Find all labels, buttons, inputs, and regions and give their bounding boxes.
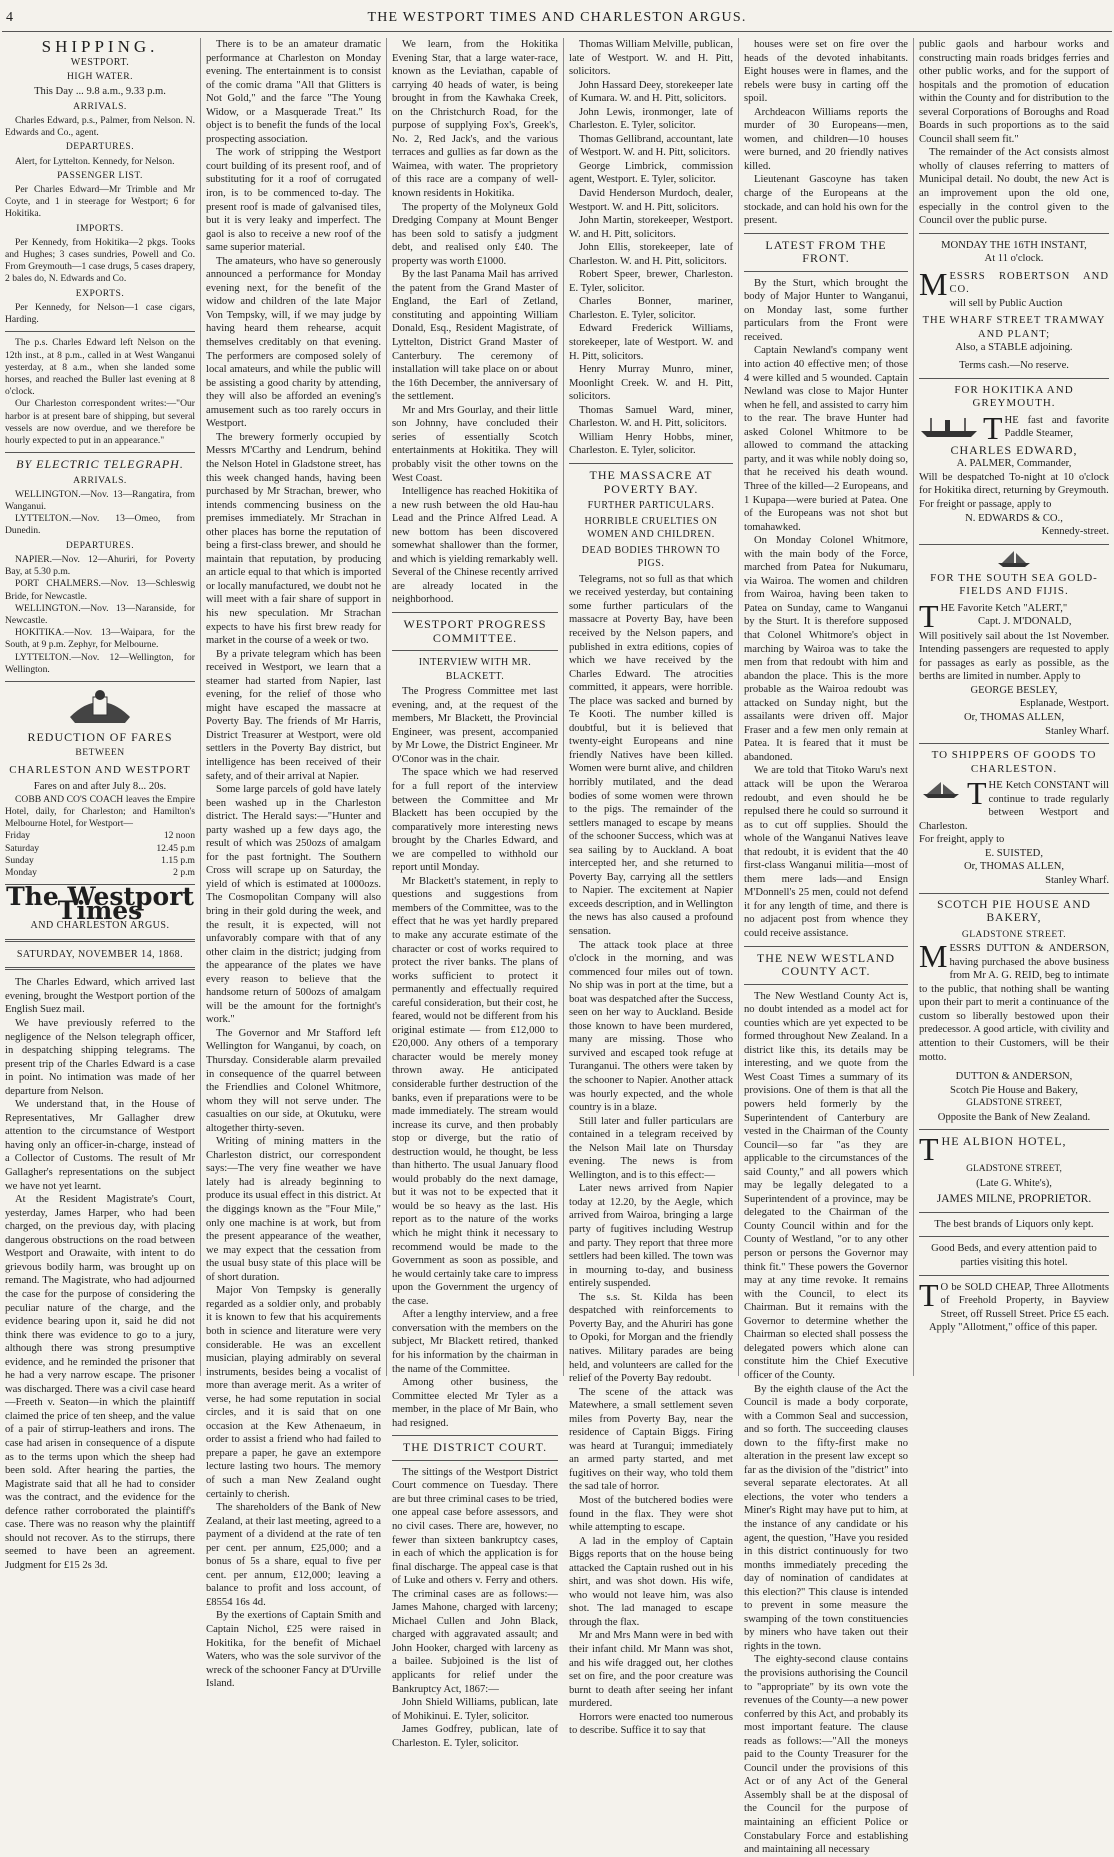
horrible-subheading: HORRIBLE CRUELTIES ON WOMEN AND CHILDREN. xyxy=(584,515,718,541)
south-sea-heading: FOR THE SOUTH SEA GOLD-FIELDS AND FIJIS. xyxy=(930,571,1098,598)
report-paragraph: After a lengthy interview, and a free conversation with the members on the subject, Mr Blackett retired, thanked for his information by the chairman in the name of the Committee. xyxy=(392,1309,558,1375)
timetable-row xyxy=(5,855,195,867)
news-paragraph: There is to be an amateur dramatic performance at Charleston on Monday evening. The entertainment is to consist of the comic drama "All that Glitters is Not Gold," and the farce "The Young Widow, or a Masquerade Treat." Its object is to benefit the funds of the local prospecting association. xyxy=(206,39,381,145)
timetable-day: Monday xyxy=(5,866,37,878)
divider xyxy=(5,967,195,970)
divider xyxy=(392,612,558,613)
front-heading: LATEST FROM THE FRONT. xyxy=(765,237,887,266)
auction-line: will sell by Public Auction xyxy=(949,297,1063,309)
progress-heading: WESTPORT PROGRESS COMMITTEE. xyxy=(403,616,547,645)
news-paragraph: Major Von Tempsky is generally regarded as a soldier only, and probably it is known to few that his acquirements both in science and literature were very considerable. He was an excellent musician, playing admirably on several instruments, besides being a vocalist of more than average merit. As a writer of verse, he had some reputation in social circles, and it is said that on one occasion at the Kew Athenaeum, in order to assist a friend who had failed to prepare a paper, he gave an extempore lecture lasting two hours. The memory of such a man New Zealand ought certainly to cherish. xyxy=(206,1285,381,1500)
report-paragraph: Among other business, the Committee elected Mr Tyler as a member, in the place of Mr Bain, who had resigned. xyxy=(392,1377,558,1429)
port-heading: WESTPORT. xyxy=(70,56,130,68)
county-paragraph: The remainder of the Act consists almost wholly of clauses referring to matters of Municipal detail. No doubt, the new Act is an improvement upon the old one, especially in the control given to the Council over the public purse. xyxy=(919,147,1109,227)
south-or: Or, THOMAS ALLEN, xyxy=(963,711,1065,723)
editorial-paragraph: We understand that, in the House of Representatives, Mr Gallagher drew attention to the circumstance of Westport having only an officer-in-charge, instead of a Collector of Customs. The result of Mr Gallagher's representations on the subject we have not yet learnt. xyxy=(5,1099,195,1192)
front-paragraph: We are told that Titoko Waru's next attack will be upon the Weraroa redoubt, and even should he be repulsed there he could so surround it as to cut off supplies. Should the whole of the Wanganui Natives leave that redoubt, it is evident that the 40 first-class Wanganui militia—most of them mere lads—and Ensign M'Donnell's 25 men, could not defend it for any length of time, and there is no adjacent post from whence they could receive assistance. xyxy=(744,765,908,939)
news-paragraph: The amateurs, who have so generously announced a performance for Monday evening next, for the benefit of the widow and children of the late Major Von Tempsky, will, if we may judge by having heard them rehearse, acquit themselves creditably on that evening. The performers are composed solely of local amateurs, and while the public will be assisting a good charity by attending, they will also be afforded an evening's amusement such as too rarely occurs in Westport. xyxy=(206,255,381,430)
county-heading: THE NEW WESTLAND COUNTY ACT. xyxy=(756,950,896,979)
county-paragraph: By the eighth clause of the Act the Council is made a body corporate, with a Common Seal and succession, and so forth. The succeeding clauses down to the fifty-first make no alteration in the present law except so far as the division of the "district" into several separate electorates. At all elections, the voter who tenders a Miner's Right may have put to him, at the instance of any candidate or his agent, the question, "Have you resided in this district continuously for two months immediately preceding the day of nomination of candidates at this election?" This clause is intended to prevent in some measure the swamping of the town constituencies by miners who have taken out their rights in the town. xyxy=(744,1383,908,1652)
bankrupt-entry: John Hassard Deey, storekeeper late of Kumara. W. and H. Pitt, solicitors. xyxy=(569,79,733,105)
column-6 xyxy=(914,38,1114,1376)
divider xyxy=(919,743,1109,744)
departures-text: Alert, for Lyttelton. Kennedy, for Nelson. xyxy=(15,155,175,167)
news-paragraph: By the last Panama Mail has arrived the patent from the Grand Master of England, the Earl of Zetland, constituting and appointing William Donald, Esq., Resident Magistrate, of Lyttelton, District Grand Master of Canterbury. The ceremony of installation will take place on or about the 16th December, the anniversary of the settlement. xyxy=(392,269,558,403)
albion-heading: HE ALBION HOTEL, xyxy=(941,1134,1067,1149)
telegraph-heading: BY ELECTRIC TELEGRAPH. xyxy=(16,457,184,472)
bankrupt-entry: Henry Murray Munro, miner, Moonlight Creek. W. and H. Pitt, solicitors. xyxy=(569,364,733,403)
massacre-paragraph: Most of the butchered bodies were found in the flax. They were shot while attempting to escape. xyxy=(569,1494,733,1534)
hokitika-agent: N. EDWARDS & CO., xyxy=(965,512,1063,524)
shipping-news: Our Charleston correspondent writes:—"Our harbor is at present bare of shipping, but several vessels are now overdue, and we therefore be hourly expected to put in an appearance." xyxy=(5,398,195,446)
divider xyxy=(392,1435,558,1436)
divider xyxy=(392,650,558,651)
exports-label: EXPORTS. xyxy=(75,287,125,299)
divider xyxy=(919,378,1109,379)
south-address: Esplanade, Westport. xyxy=(1019,698,1109,710)
news-paragraph: The property of the Molyneux Gold Dredging Company at Mount Benger has been sold to satisfy a judgment debt, and realised only £40. The property was worth £1000. xyxy=(392,201,558,267)
ketch-icon xyxy=(994,550,1034,568)
bankrupt-entry: John Martin, storekeeper, Westport. W. and H. Pitt, solicitors. xyxy=(569,215,733,240)
sale-apply: Apply "Allotment," office of this paper. xyxy=(929,1322,1098,1334)
divider xyxy=(5,939,195,942)
running-header xyxy=(0,0,1114,36)
tel-departure: PORT CHALMERS.—Nov. 13—Schleswig Bride, for Newcastle. xyxy=(5,578,195,602)
massacre-paragraph: houses were set on fire over the heads of the devoted inhabitants. Eight houses were in flames, and the rebels were busy in carting off the spoil. xyxy=(744,39,908,105)
south-intro: HE Favorite Ketch "ALERT," xyxy=(940,602,1068,614)
timetable-day: Friday xyxy=(5,830,31,842)
charleston-heading: TO SHIPPERS OF GOODS TO CHARLESTON. xyxy=(931,749,1097,775)
tel-arrival: LYTTELTON.—Nov. 13—Omeo, from Dunedin. xyxy=(5,513,195,537)
divider xyxy=(919,1275,1109,1276)
bankrupt-entry: John Lewis, ironmonger, late of Charleston. E. Tyler, solicitor. xyxy=(569,106,733,132)
tel-arrivals-label: ARRIVALS. xyxy=(73,474,127,486)
divider xyxy=(919,544,1109,545)
coat-of-arms-icon xyxy=(65,687,135,727)
paper-nameplate: The Westport Times xyxy=(6,882,194,925)
report-paragraph: The space which we had reserved for a full report of the interview between the Committee and Mr Blackett has been occupied by the comparatively more interesting news brought by the Charles Edward, and we are compelled to withhold our report until Monday. xyxy=(392,767,558,874)
hokitika-master: A. PALMER, Commander, xyxy=(956,458,1072,470)
pie-body: ESSRS DUTTON & ANDERSON, having purchased the above business from Mr A. G. REID, beg to intimate to the public, that nothing shall be wanting upon their part to merit a continuance of the custom so liberally bestowed upon their predecessor. A good article, with civility and attention to their Customers, will be their motto. xyxy=(919,943,1109,1063)
pie-street: GLADSTONE STREET. xyxy=(961,929,1067,940)
dropcap-t: T xyxy=(967,775,987,812)
bankrupt-entry: William Henry Hobbs, miner, Charleston. E. Tyler, solicitor. xyxy=(569,431,733,457)
south-address: Stanley Wharf. xyxy=(1045,725,1109,737)
news-paragraph: We learn, from the Hokitika Evening Star, that a large water-race, known as the Leviathan, capable of carrying 40 heads of water, is being brought in from the Kawhaka Creek, on the Christchurch Road, for the purpose of supplying Fox's, Greek's, No. 2, Red Jack's, and the various terraces and gullies as far down as the Waimea, with water. The proprietory of this race are a company of well-known residents in Hokitika. xyxy=(392,39,558,200)
imports-label: IMPORTS. xyxy=(76,222,124,234)
divider xyxy=(919,1212,1109,1213)
timetable-time: 2 p.m xyxy=(173,866,195,878)
dropcap-t: T xyxy=(919,1131,940,1168)
bankrupt-entry: Thomas William Melville, publican, late of Westport. W. and H. Pitt, solicitors. xyxy=(569,39,733,78)
divider xyxy=(919,893,1109,894)
news-paragraph: The shareholders of the Bank of New Zealand, at their last meeting, agreed to a payment of a dividend at the rate of ten per cent. per annum, £25,000; and a bonus of 5s a share, equal to five per cent. per annum, £12,000; leaving a balance to profit and loss account, of £8554 16s 4d. xyxy=(206,1502,382,1608)
fares-between: BETWEEN xyxy=(75,747,125,759)
tel-arrival: WELLINGTON.—Nov. 13—Rangatira, from Wanganui. xyxy=(5,488,195,513)
divider xyxy=(744,271,908,272)
divider xyxy=(919,233,1109,234)
column-1 xyxy=(0,37,200,1571)
massacre-paragraph: Still later and fuller particulars are contained in a telegram received by the Nelson Mail late on Thursday evening. The news is from Wellington, and is to this effect:— xyxy=(569,1115,733,1181)
massacre-paragraph: Archdeacon Williams reports the murder of 30 Europeans—men, women, and children—10 houses were burned, and 20 friendly natives killed. xyxy=(744,106,908,172)
albion-street: GLADSTONE STREET, xyxy=(966,1164,1062,1175)
front-paragraph: On Monday Colonel Whitmore, with the main body of the Force, marched from Patea for Nukumaru, via Wairoa. The women and children from Wairoa, having been taken to Patea on Sunday, came to Wanganui by the Sturt. It is therefore supposed that Colonel Whitmore's object in marching by Wairoa was to take the men from that redoubt with him and abandon the place. This is the more probable as the Wairoa redoubt was attacked on Sunday night, but the assailants were driven off. Major Fraser and a few men only remain at Patea. It is feared that it must be abandoned. xyxy=(744,535,908,763)
divider xyxy=(5,452,195,453)
timetable-day: Sunday xyxy=(5,854,34,866)
dropcap-t: T xyxy=(919,597,939,634)
divider xyxy=(569,463,733,464)
county-paragraph: The New Westland County Act is, no doubt intended as a model act for counties which are yet expected to be formed throughout New Zealand. In a district like this, its details may be interesting, and we quote from the West Coast Times a summary of its provisions. One of them is that all the powers held formerly by the Superintendent of Canterbury are vested in the Chairman of the County Council—so far "as they are applicable to the circumstances of the said County," and all powers which may be legally delegated to a Superintendent of a province, may be delegated to the Chairman of the County Council within and for the County of Westland, "or to any other person or persons the Governor may think fit." These powers the Governor may at any time revoke. It remains with the Council, to elect its Chairman. But it remains with the Governor to determine whether the Chairman so elected shall possess the delegated powers which alone can constitute him the Chief Executive officer of the County. xyxy=(744,990,908,1381)
hokitika-intro: HE fast and favorite Paddle Steamer, xyxy=(1004,414,1109,440)
divider xyxy=(5,681,195,682)
front-paragraph: By the Sturt, which brought the body of Major Hunter to Wanganui, on Monday last, some further particulars from the Front were received. xyxy=(744,277,908,343)
auction-firm: ESSRS ROBERTSON AND CO. xyxy=(949,270,1109,296)
page-number: 4 xyxy=(6,10,13,25)
south-body: Will positively sail about the 1st November. Intending passengers are requested to apply for passages as early as possible, as the berths are limited in number. Apply to xyxy=(919,630,1109,683)
bankrupt-entry: Charles Bonner, mariner, Charleston. E. Tyler, solicitor. xyxy=(569,296,733,321)
divider xyxy=(5,331,195,332)
tel-departure: WELLINGTON.—Nov. 13—Naranside, for Newcastle. xyxy=(5,602,195,626)
bankrupt-entry: Thomas Samuel Ward, miner, Charleston. W. and H. Pitt, solicitors. xyxy=(569,404,733,430)
news-paragraph: Intelligence has reached Hokitika of a new rush between the old Hau-hau Lead and the Prince Alfred Lead. A new bottom has been discovered somewhat shallower than the former, and which is yielding remarkably well. Several of the Chinese recently arrived are already located in the neighborhood. xyxy=(392,486,558,606)
charleston-freight: For freight, apply to xyxy=(919,834,1005,846)
fares-price: Fares on and after July 8... 20s. xyxy=(33,781,167,793)
exports-text: Per Kennedy, for Nelson—1 case cigars, Harding. xyxy=(5,301,195,326)
pie-signature: Scotch Pie House and Bakery, xyxy=(950,1084,1078,1096)
fares-body: COBB AND CO'S COACH leaves the Empire Hotel, daily, for Charleston; and Hamilton's Melbourne Hotel, for Westport— xyxy=(5,793,195,830)
timetable-day: Saturday xyxy=(5,842,40,854)
south-captain: Capt. J. M'DONALD, xyxy=(978,616,1072,628)
bankrupt-entry: Edward Frederick Williams, storekeeper, late of Westport. W. and H. Pitt, solicitors. xyxy=(569,323,733,362)
timetable-row xyxy=(5,843,195,855)
dead-bodies-subheading: DEAD BODIES THROWN TO PIGS. xyxy=(581,544,721,570)
shipping-news: The p.s. Charles Edward left Nelson on the 12th inst., at 8 p.m., called in at West Wanganui yesterday, at 8 a.m., when she landed some horses, and reached the Buller last evening at 8 o'clock. xyxy=(5,337,195,398)
report-paragraph: Mr Blackett's statement, in reply to questions and suggestions from members of the Committee, was to the effect that he was yet hardly prepared to make any accurate estimate of the character or cost of works required to protect the river banks. The plans of works sufficient to protect it permanently and effectually required careful consideration, but their cost, he feared, would not be different from his original estimate — from £12,000 to £20,000. Any others of a temporary character would be merely money thrown away. He anticipated considerable further destruction of the banks, even if preparations were to be made immediately. The stream would increase its curve, and then probably stop or diverge, but the ratio of destruction would, he thought, be less than hitherto. The usual January flood would probably do the next damage, but it was not to be expected that it would be so heavy as the last. His report as to the nature of the works which he might think it necessary to recommend would be made to the Government as soon as possible, and he would certainly take care to impress upon the Government the urgency of the case. xyxy=(392,875,558,1307)
county-paragraph: public gaols and harbour works and constructing main roads bridges ferries and other public works, and for the support of hospitals and the promotion of education within the County and for distribution to the several Corporations of Boroughs and Road Boards in such proportions as to the said Council shall seem fit." xyxy=(919,39,1109,145)
massacre-paragraph: A lad in the employ of Captain Biggs reports that on the house being attacked the Captain rushed out in his shirt, and was shot down. His wife, who would not leave him, was also shot. The lad managed to escape through the flax. xyxy=(569,1535,733,1628)
timetable-row xyxy=(5,867,195,879)
tel-departure: HOKITIKA.—Nov. 13—Waipara, for the South, at 9 p.m. Zephyr, for Melbourne. xyxy=(5,627,195,651)
hokitika-street: Kennedy-street. xyxy=(1041,526,1109,538)
high-water-times: This Day ... 9.8 a.m., 9.33 p.m. xyxy=(34,86,166,98)
hokitika-freight: For freight or passage, apply to xyxy=(919,498,1052,510)
albion-liquor: The best brands of Liquors only kept. xyxy=(934,1218,1094,1230)
tel-departure: NAPIER.—Nov. 12—Ahuriri, for Poverty Bay, at 5.30 p.m. xyxy=(5,553,195,578)
massacre-paragraph: Telegrams, not so full as that which we received yesterday, but containing some further particulars of the massacre at Poverty Bay, have been received by the Nelson papers, and published in extra editions, copies of which we have received by the Charles Edward. The atrocities committed, it appears, were horrible. The place was sacked and burned by Te Kooti. The number killed is doubtful, but it is believed that twenty-eight Europeans and nine friendly Natives have been killed. Women were burnt alive, and children horribly mutilated, and the dead bodies of some women were thrown to the pigs. The remainder of the settlers managed to escape by means of the schooner Success, which was at sea sailing by to Auckland. A boat intercepted her, and she returned to Poverty Bay, carrying all the settlers to Napier. The excitement at Napier exceeds description, and in Wellington the news has also caused a profound sensation. xyxy=(569,573,733,937)
massacre-paragraph: Mr and Mrs Mann were in bed with their infant child. Mr Mann was shot, and his wife dragged out, her clothes set on fire, and the poor creature was burnt to death after seeing her infant murdered. xyxy=(569,1630,733,1710)
timetable-time: 1.15 p.m xyxy=(161,854,195,866)
ketch-icon xyxy=(919,781,963,799)
date-line: SATURDAY, NOVEMBER 14, 1868. xyxy=(16,948,184,960)
court-heading: THE DISTRICT COURT. xyxy=(402,1440,548,1455)
editorial-paragraph: The Charles Edward, which arrived last evening, brought the Westport portion of the English Suez mail. xyxy=(5,977,195,1016)
news-paragraph: The work of stripping the Westport court building of its present roof, and of substituting for it a roof of corrugated iron, is to be commenced to-day. The present roof is made of galvanised tiles, but it is very leaky and imperfect. The gaol is also to receive a new roof of the same superior material. xyxy=(206,147,381,254)
bankrupt-entry: David Henderson Murdoch, dealer, Westport. W. and H. Pitt, solicitors. xyxy=(569,188,733,213)
passenger-text: Per Charles Edward—Mr Trimble and Mr Coyte, and 1 in steerage for Westport; 6 for Hokitika. xyxy=(5,184,195,220)
albion-proprietor: JAMES MILNE, PROPRIETOR. xyxy=(936,1193,1092,1206)
report-paragraph: The Progress Committee met last evening, and, at the request of the members, Mr Blackett, the Provincial Engineer, was present, accompanied by Mr Lowe, the District Engineer. Mr O'Conor was in the chair. xyxy=(392,686,558,765)
county-paragraph: The eighty-second clause contains the provisions authorising the Council to "appropriate" by its own vote the revenues of the County—a new power conferred by this Act, and probably its most important feature. The clause reads as follows:—"All the moneys paid to the County Treasurer for the Council under the provisions of this Act or of any Act of the General Assembly shall be at the disposal of the Council for the purpose of maintaining an efficient Police or Constabulary Force and establishing and maintaining all necessary xyxy=(744,1654,908,1856)
hokitika-heading: FOR HOKITIKA AND GREYMOUTH. xyxy=(954,383,1074,410)
court-paragraph: James Godfrey, publican, late of Charleston. E. Tyler, solicitor. xyxy=(392,1724,558,1749)
pie-signature: DUTTON & ANDERSON, xyxy=(955,1071,1073,1083)
editorial-paragraph: We have previously referred to the negligence of the Nelson telegraph officer, in despatching shipping telegrams. The present trip of the Charles Edward is a case in point. No intimation was made of her departure from Nelson. xyxy=(5,1018,195,1097)
column-3 xyxy=(387,38,563,1749)
divider xyxy=(919,1129,1109,1130)
further-subheading: FURTHER PARTICULARS. xyxy=(587,500,715,512)
divider xyxy=(744,946,908,947)
running-title: THE WESTPORT TIMES AND CHARLESTON ARGUS. xyxy=(367,10,747,25)
front-paragraph: Captain Newland's company went into action 40 effective men; of those 4 were killed and 5 wounded. Captain Newland was close to Major Hunter when he fell, and assisted to carry him to the rear. The brave Hunter had asked Colonel Whitmore to be allowed to command the attacking party, and it was while nobly doing so, that he received his death wound. Three of the killed—2 Europeans, and 1 Kupapa—were buried at Patea. One of the Europeans was not shot but tomahawked. xyxy=(744,345,908,533)
charleston-intro: HE Ketch CONSTANT will continue to trade regularly between Westport and Charleston. xyxy=(919,780,1109,832)
steamer-icon xyxy=(919,416,979,438)
news-paragraph: By the exertions of Captain Smith and Captain Nichol, £25 were raised in Hokitika, for the benefit of Michael Waters, who was the sole survivor of the wreck of the schooner Fancy at D'Urville Island. xyxy=(206,1610,381,1690)
auction-item: THE WHARF STREET TRAMWAY AND PLANT; xyxy=(922,315,1106,340)
sale-body: O be SOLD CHEAP, Three Allotments of Freehold Property, in Bayview Street, off Russell Street. Price £5 each. xyxy=(940,1281,1109,1320)
paper-subtitle: AND CHARLESTON ARGUS. xyxy=(30,920,170,932)
court-paragraph: The sittings of the Westport District Court commence on Tuesday. There are but three criminal cases to be tried, one appeal case before assessors, and no civil cases. There are, however, no fewer than sixteen bankruptcy cases, in each of which the application is for final discharge. The appeal case is that of Luke and others v. Ferry and others. The criminal cases are as follows:—James Mahone, charged with larceny; Michael Cullen and John Black, charged with aggravated assault; and John Hooker, charged with larceny as a bailee. Subjoined is the list of applicants for relief under the Bankruptcy Act, 1867:— xyxy=(392,1466,558,1695)
massacre-paragraph: The attack took place at three o'clock in the morning, and was commenced four miles out of town. No ship was in port at the time, but a boat was despatched after the Success, seen on her way to Auckland. Beside those known to have been murdered, many are missing. Those who survived and escaped took refuge at Turanganui. The others were taken by the schooner to Napier. Another attack was hourly expected, and the whole country is in a blaze. xyxy=(569,939,733,1114)
news-paragraph: Mr and Mrs Gourlay, and their little son Johnny, have concluded their series of essentially Scotch entertainments at Hokitika. They will probably visit the other towns on the West Coast. xyxy=(392,404,558,484)
dropcap-m: M xyxy=(919,938,948,975)
hokitika-ship: CHARLES EDWARD, xyxy=(950,442,1078,457)
departures-label: DEPARTURES. xyxy=(65,141,135,153)
arrivals-text: Charles Edward, p.s., Palmer, from Nelson. N. Edwards and Co., agent. xyxy=(5,115,195,139)
imports-text: Per Kennedy, from Hokitika—2 pkgs. Tooks and Hughes; 3 cases sundries, Powell and Co. From Greymouth—1 case drugs, 5 cases drapery, 2 bales do, N. Edwards and Co. xyxy=(5,236,195,285)
massacre-paragraph: Horrors were enacted too numerous to describe. Suffice it to say that xyxy=(569,1711,733,1737)
charleston-address: Stanley Wharf. xyxy=(1045,874,1109,886)
tel-departure: LYTTELTON.—Nov. 12—Wellington, for Wellington. xyxy=(5,651,195,675)
massacre-heading: THE MASSACRE AT POVERTY BAY. xyxy=(589,467,713,496)
sale-time: At 11 o'clock. xyxy=(984,253,1044,265)
massacre-paragraph: Lieutenant Gascoyne has taken charge of the Europeans at the stockade, and can hold his own for the present. xyxy=(744,174,908,227)
column-5 xyxy=(739,38,913,1856)
bankrupt-entry: George Limbrick, commission agent, Westport. E. Tyler, solicitor. xyxy=(569,160,733,186)
dropcap-m: M xyxy=(919,265,948,302)
shipping-heading: SHIPPING. xyxy=(41,37,159,56)
bankrupt-entry: John Ellis, storekeeper, late of Charleston. W. and H. Pitt, solicitors. xyxy=(569,242,733,267)
news-paragraph: The brewery formerly occupied by Messrs M'Carthy and Lendrum, behind the Nelson Hotel in Gladstone street, has this week changed hands, having been purchased by Mr Strachan, brewer, who intends commencing business on the premises immediately. Mr Strachan in other places has borne the reputation of being a first-class brewer, and should he maintain that reputation, by producing an article equal to that which is imported or locally manufactured, we doubt not he will meet with a fair share of support in his new speculation. Mr Strachan expects to have his first brew ready for market in the course of a week or two. xyxy=(206,431,381,647)
charleston-agent: E. SUISTED, xyxy=(985,847,1043,859)
auction-also: Also, a STABLE adjoining. xyxy=(955,342,1073,354)
south-agent: GEORGE BESLEY, xyxy=(970,684,1058,696)
column-4 xyxy=(564,38,738,1737)
high-water-label: HIGH WATER. xyxy=(66,71,134,83)
bankrupt-entry: Robert Speer, brewer, Charleston. E. Tyler, solicitor. xyxy=(569,269,733,294)
timetable-row xyxy=(5,830,195,842)
fares-heading: REDUCTION OF FARES xyxy=(27,729,173,744)
bankrupt-entry: Thomas Gellibrand, accountant, late of Westport. W. and H. Pitt, solicitors. xyxy=(569,133,733,159)
sale-date: MONDAY THE 16TH INSTANT, xyxy=(941,239,1087,251)
massacre-paragraph: The scene of the attack was Matewhere, a small settlement seven miles from Poverty Bay, near the residence of Captain Biggs. Firing was heard at Turangui; immediately an armed party started, and met fugitives on their way, who told them the sad tale of horror. xyxy=(569,1386,733,1493)
news-paragraph: Some large parcels of gold have lately been washed up in the Charleston district. The Herald says:—"Hunter and party washed up a few days ago, the result of which was 250ozs of amalgam for the past fortnight. The Southern Cross will scrape up on Saturday, the yield of which is estimated at 1000ozs. The Cosmopolitan Company will also bring in their gold during the week, and the result, it is expected, will not unfavorably compare with that of any other claim in the district; judging from the appearance of the plates we have every reason to believe that the handsome return of 500ozs of amalgam will be the amount for the fortnight's work." xyxy=(206,784,381,1026)
divider xyxy=(744,233,908,234)
interview-subheading: INTERVIEW WITH MR. BLACKETT. xyxy=(418,657,532,682)
dropcap-t: T xyxy=(919,1276,939,1313)
pie-signature: GLADSTONE STREET, xyxy=(966,1098,1062,1109)
news-paragraph: Writing of mining matters in the Charleston district, our correspondent says:—The very fine weather we have lately had is already beginning to produce its usual effect in this district. At the diggings known as the "Four Mile," only one machine is at work, but from the present appearance of the weather, we may expect that the cessation from the usual busy state of this place will be of short duration. xyxy=(206,1136,381,1283)
header-rule xyxy=(2,31,1112,32)
dropcap-t: T xyxy=(983,409,1003,446)
albion-beds: Good Beds, and every attention paid to parties visiting this hotel. xyxy=(931,1243,1097,1269)
divider xyxy=(392,1460,558,1461)
passenger-label: PASSENGER LIST. xyxy=(57,169,143,181)
column-2 xyxy=(201,38,386,1690)
charleston-agent: Or, THOMAS ALLEN, xyxy=(963,861,1065,873)
timetable-time: 12.45 p.m xyxy=(156,842,195,854)
fares-route: CHARLESTON AND WESTPORT xyxy=(9,763,191,776)
court-paragraph: John Shield Williams, publican, late of Mohikinui. E. Tyler, solicitor. xyxy=(392,1697,558,1722)
timetable-time: 12 noon xyxy=(163,830,195,842)
massacre-paragraph: The s.s. St. Kilda has been despatched with reinforcements to Poverty Bay, and the Ahuriri has gone to Opoki, for Morgan and the friendly natives. Military parades are being held, and volunteers are called for the relief of the Poverty Bay redoubt. xyxy=(569,1291,733,1385)
editorial-paragraph: At the Resident Magistrate's Court, yesterday, James Harper, who had been charged, on the previous day, with placing dangerous obstructions on the road between Westport and Orawaite, with intent to do grievous bodily harm, was brought up on remand. The Magistrate, who had adjourned the case for the purpose of considering the peculiar nature of the charge, and the evidence bearing upon it, said he did not think there was evidence to go to a jury, although there was strong presumptive evidence, and he reminded the prisoner that he had a very narrow escape. The prisoner was discharged. There was a civil case heard—Freeth v. Seaton—in which the plaintiff claimed the price of ten sheep, and the value of a pair of stirrup-leathers and irons. The case had arisen in consequence of a dispute as to the terms upon which the sheep had been sold. After hearing the parties, the Magistrate said that all he had to consider was the contract, and the evidence for the defence rather corroborated the plaintiff's case. There was no reason why the plaintiff should not recover. As to the stirrups, there seemed to have been an agreement. Judgment for £15 2s 3d. xyxy=(5,1194,195,1571)
albion-late: (Late G. White's), xyxy=(976,1177,1052,1189)
hokitika-body: Will be despatched To-night at 10 o'clock for Hokitika direct, returning by Greymouth. xyxy=(919,471,1109,497)
news-paragraph: By a private telegram which has been received in Westport, we learn that a steamer had started from Napier, last evening, for the relief of those who might have escaped the massacre at Poverty Bay. The friends of Mr Harris, District Treasurer at Westport, were old settlers in the Poverty Bay district, but intelligence has been received of their safety, and of their arrival at Napier. xyxy=(206,648,381,782)
tel-departures-label: DEPARTURES. xyxy=(65,539,135,551)
pie-house-heading: SCOTCH PIE HOUSE AND BAKERY, xyxy=(937,898,1091,925)
divider xyxy=(919,1236,1109,1237)
news-paragraph: The Governor and Mr Stafford left Wellington for Wanganui, by coach, on Thursday. Considerable alarm prevailed in consequence of the quarrel between the Friendlies and Colonel Whitmore, whom they will not serve under. The casualties on our side, at Okutuku, were altogether thirty-seven. xyxy=(206,1027,381,1134)
pie-signature: Opposite the Bank of New Zealand. xyxy=(937,1111,1091,1123)
divider xyxy=(744,984,908,985)
auction-terms: Terms cash.—No reserve. xyxy=(959,360,1069,372)
massacre-paragraph: Later news arrived from Napier today at 12.20, by the Aegle, which arrived from Wairoa, bringing a large party of fugitives including Westrup and party. They report that three more settlers had been killed. The town was in mourning to-day, and business entirely suspended. xyxy=(569,1183,733,1290)
arrivals-label: ARRIVALS. xyxy=(73,100,127,112)
